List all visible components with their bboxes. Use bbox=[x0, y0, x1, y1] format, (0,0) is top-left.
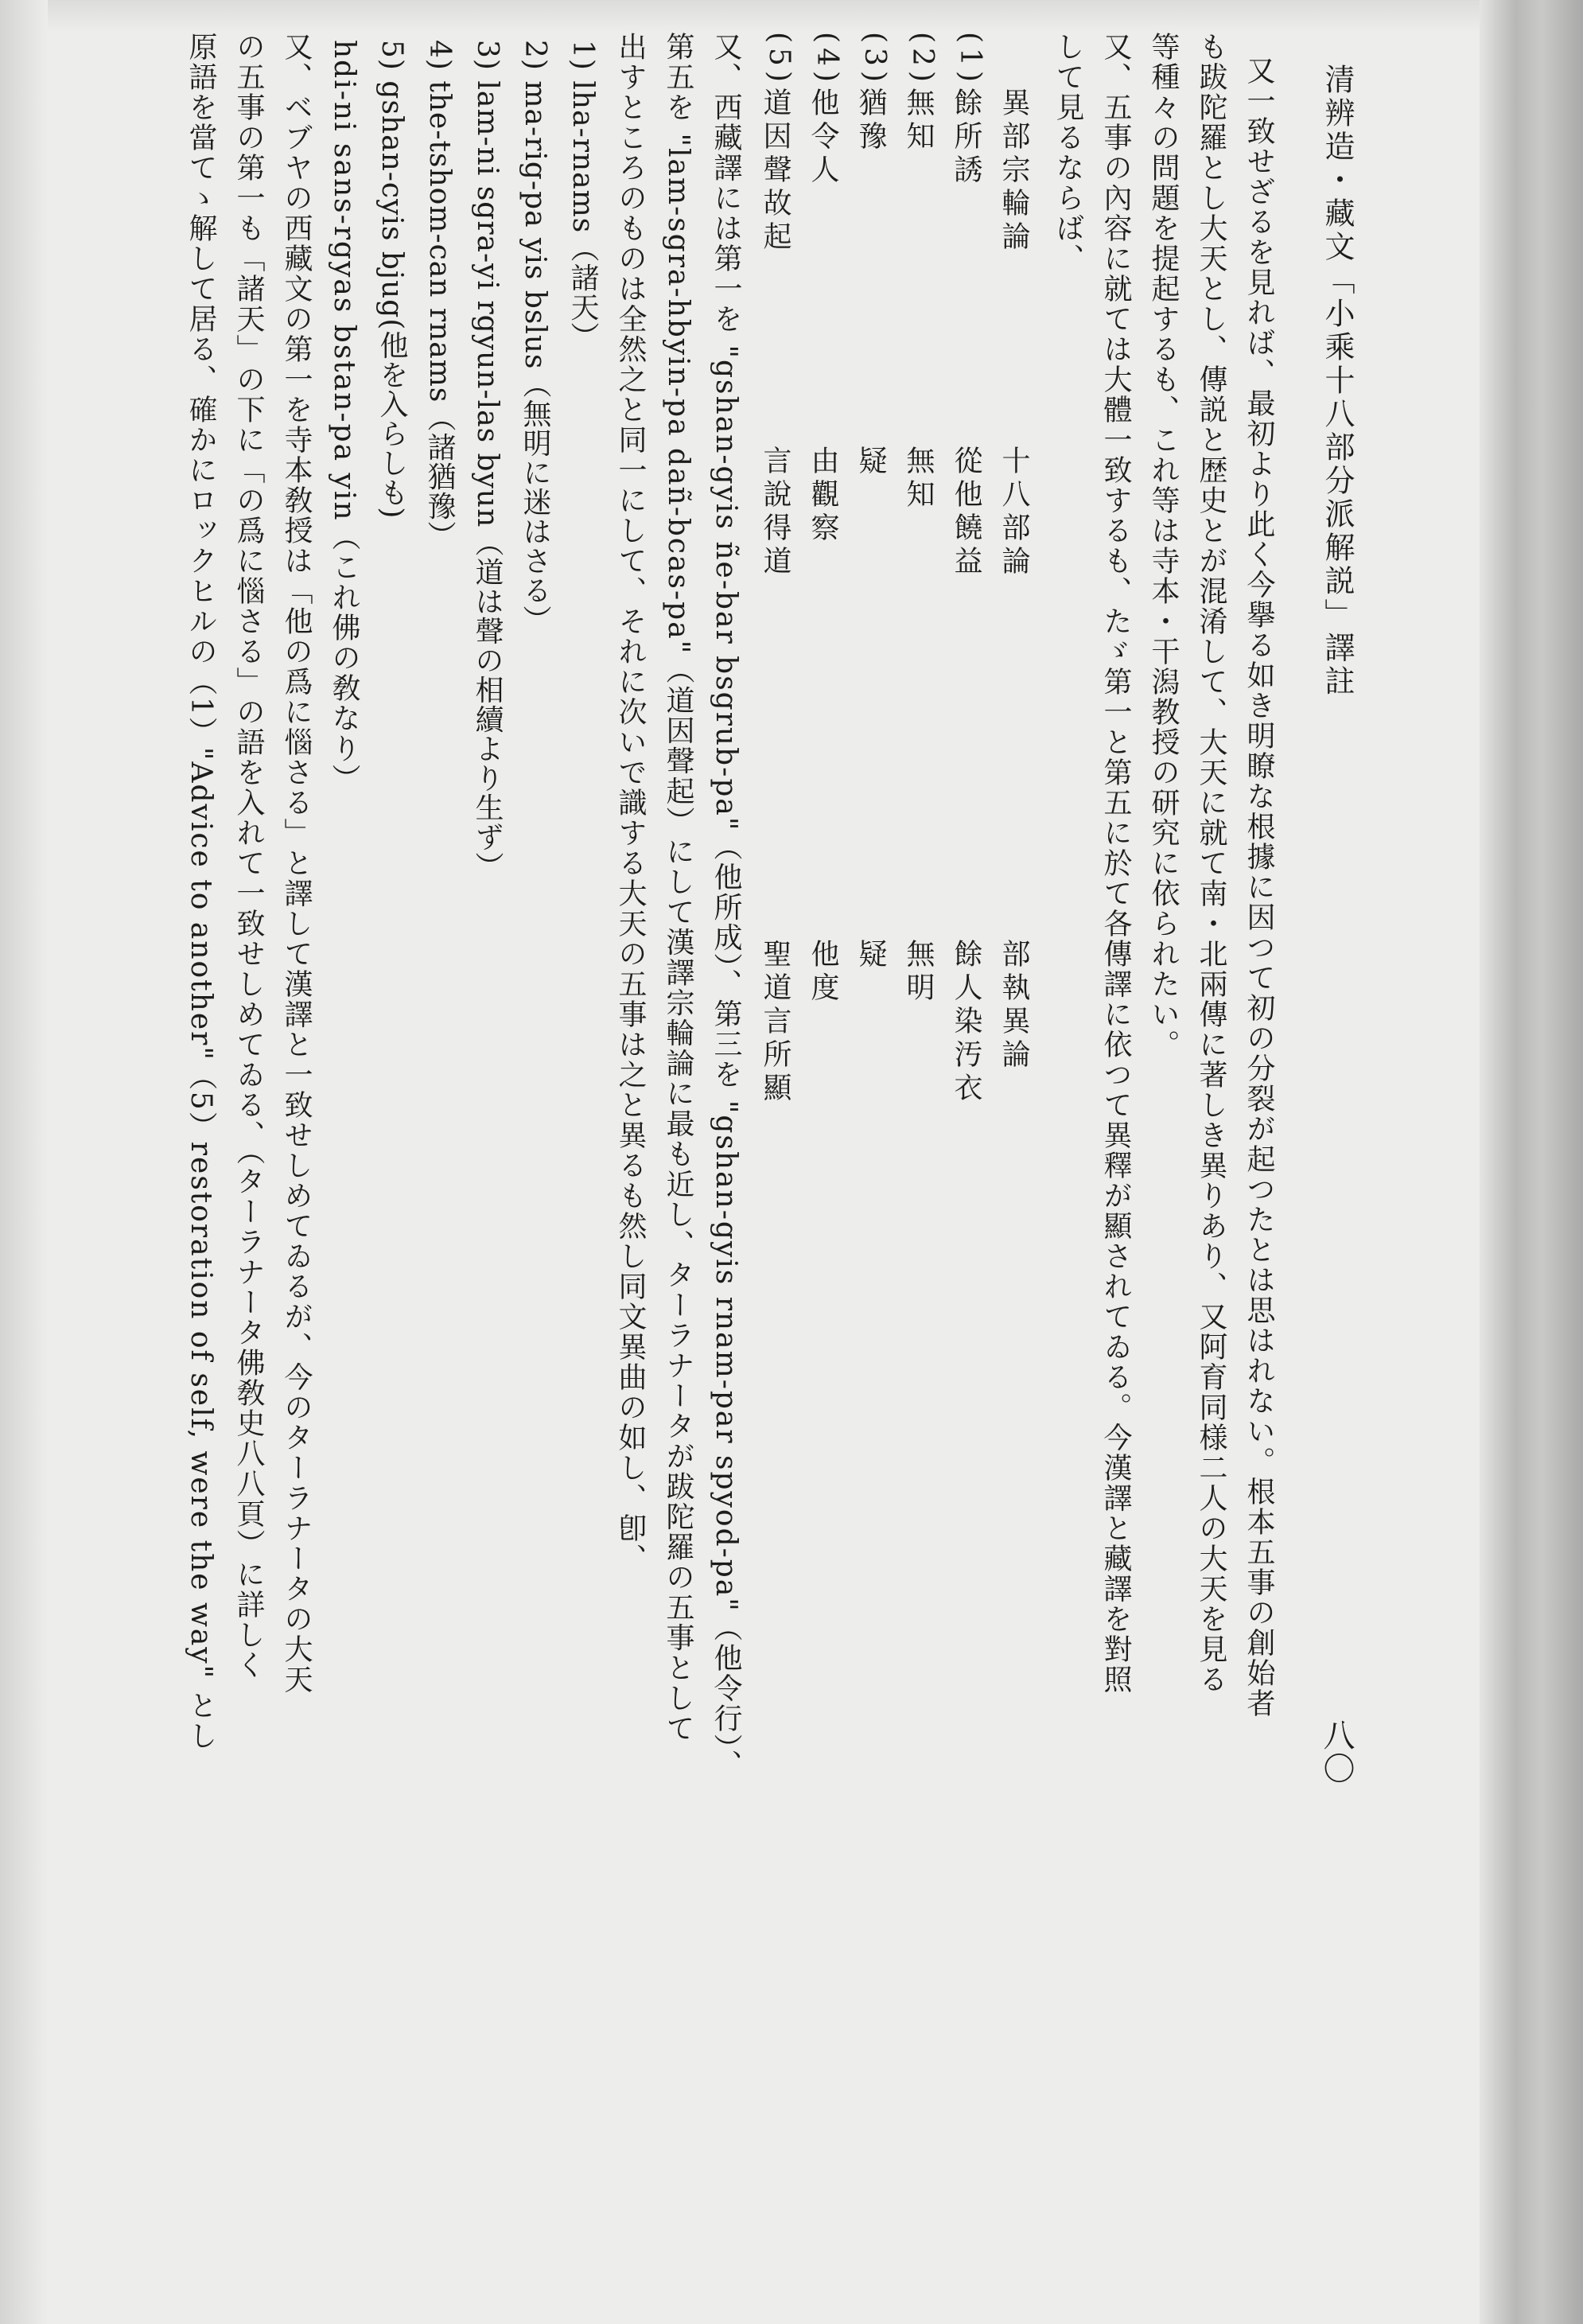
table-cell: 道因聲故起 bbox=[759, 88, 792, 255]
page-left-shadow bbox=[0, 0, 48, 2324]
book-page bbox=[48, 32, 1480, 2291]
page-number: 八〇 bbox=[1318, 1719, 1355, 1785]
list-item bbox=[520, 40, 549, 635]
list-text: lha-rnams（諸天） bbox=[566, 80, 599, 352]
table-row bbox=[902, 32, 939, 1623]
paragraph-2-line-1: 又、五事の內容に就ては大體一致するも、たゞ第一と第五に於て各傳譯に依つて異釋が顯されてゐる。今漢譯と藏譯を對照 bbox=[1099, 32, 1132, 1695]
table-header-row bbox=[998, 32, 1034, 1623]
table-cell: 聖道言所顯 bbox=[759, 939, 792, 1106]
table-cell: 他度 bbox=[807, 939, 839, 1006]
list-text: lam-ni sgra-yi rgyun-las byun（道は聲の相續より生ず） bbox=[471, 80, 504, 882]
paragraph-1-line-2: も跋陀羅とし大天とし、傳説と歴史とが混淆して、大天に就て南・北兩傳に著しき異りあり、又阿育同様二人の大天を見る bbox=[1195, 32, 1227, 1695]
table-header: 十八部論 bbox=[998, 446, 1030, 579]
table-cell: 言說得道 bbox=[759, 446, 792, 579]
row-number: (1) bbox=[954, 32, 986, 87]
paragraph-4-line-4: 原語を當てゝ解して居る、確かにロックヒルの（1）"Advice to another"（5）restoration of self, were the way" とし bbox=[185, 32, 217, 1751]
paragraph-1-line-1: 又一致せざるを見れば、最初より此く今擧る如き明瞭な根據に因つて初の分裂が起つたとは思はれない。根本五事の創始者 bbox=[1243, 56, 1275, 1719]
list-number: 2) bbox=[519, 40, 551, 71]
list-item bbox=[423, 40, 456, 551]
paragraph-3-line-3: 出すところのものは全然之と同一にして、それに次いで識する大天の五事は之と異るも然し同文異曲の如し、卽、 bbox=[614, 32, 647, 1574]
table-row bbox=[759, 32, 795, 1623]
table-row bbox=[950, 32, 986, 1623]
list-item bbox=[377, 40, 406, 519]
paragraph-4-line-1: hdi-ni sans-rgyas bstan-pa yin（これ佛の敎なり） bbox=[328, 40, 360, 794]
table-row bbox=[807, 32, 843, 1623]
table-cell: 無知 bbox=[902, 88, 935, 154]
running-title: 清辨造・藏文「小乘十八部分派解説」譯註 bbox=[1320, 64, 1355, 699]
paragraph-3-line-2: 第五を "lam-sgra-hbyin-pa dañ-bcas-pa"（道因聲起）にして漢譯宗輪論に最も近し、ターラナータが跋陀羅の五事として bbox=[662, 32, 694, 1744]
table-row bbox=[854, 32, 891, 1623]
paragraph-4-line-3: の五事の第一も「諸天」の下に「の爲に惱さる」の語を入れて一致せしめてゐる、（ターラナータ佛敎史八八頁）に詳しく bbox=[232, 32, 265, 1680]
list-number: 1) bbox=[566, 40, 599, 71]
paragraph-4-line-2: 又、ベブヤの西藏文の第一を寺本敎授は「他の爲に惱さる」と譯して漢譯と一致せしめてゐるが、今のターラナータの大天 bbox=[280, 32, 313, 1695]
list-number: 3) bbox=[471, 40, 504, 71]
table-header: 部執異論 bbox=[998, 939, 1030, 1072]
table-cell: 由觀察 bbox=[807, 446, 839, 546]
row-number: (4) bbox=[811, 32, 843, 87]
page-top-shadow bbox=[0, 0, 1583, 32]
table-cell: 餘所誘 bbox=[950, 88, 982, 188]
row-number: (5) bbox=[763, 32, 795, 87]
list-item bbox=[471, 40, 504, 882]
list-item bbox=[568, 40, 597, 351]
book-spine-shadow bbox=[1480, 0, 1583, 2324]
table-cell: 疑 bbox=[854, 446, 887, 479]
table-cell: 他令人 bbox=[807, 88, 839, 188]
row-number: (3) bbox=[858, 32, 891, 87]
list-text: the-tshom-can rnams（諸猶豫） bbox=[423, 80, 456, 551]
table-cell: 猶豫 bbox=[854, 88, 887, 154]
list-number: 4) bbox=[423, 40, 456, 71]
table-header: 異部宗輪論 bbox=[998, 88, 1030, 255]
list-number: 5) bbox=[375, 40, 408, 71]
list-text: gshan-cyis bjug(他を入らしも) bbox=[375, 80, 408, 520]
paragraph-3-line-1: 又、西藏譯には第一を "gshan-gyis ñe-bar bsgrub-pa"（他所成）、第三を "gshan-gyis rnam-par spyod-pa"（他令行）、 bbox=[710, 32, 742, 1780]
table-cell: 餘人染汚衣 bbox=[950, 939, 982, 1106]
table-cell: 無明 bbox=[902, 939, 935, 1006]
paragraph-1-line-3: 等種々の問題を提起するも、これ等は寺本・干潟教授の研究に依られたい。 bbox=[1147, 32, 1180, 1060]
table-cell: 疑 bbox=[854, 939, 887, 972]
paragraph-2-line-2: して見るならば、 bbox=[1052, 32, 1084, 274]
list-text: ma-rig-pa yis bslus（無明に迷はさる） bbox=[519, 80, 551, 635]
row-number: (2) bbox=[906, 32, 939, 87]
table-cell: 從他饒益 bbox=[950, 446, 982, 579]
table-cell: 無知 bbox=[902, 446, 935, 512]
